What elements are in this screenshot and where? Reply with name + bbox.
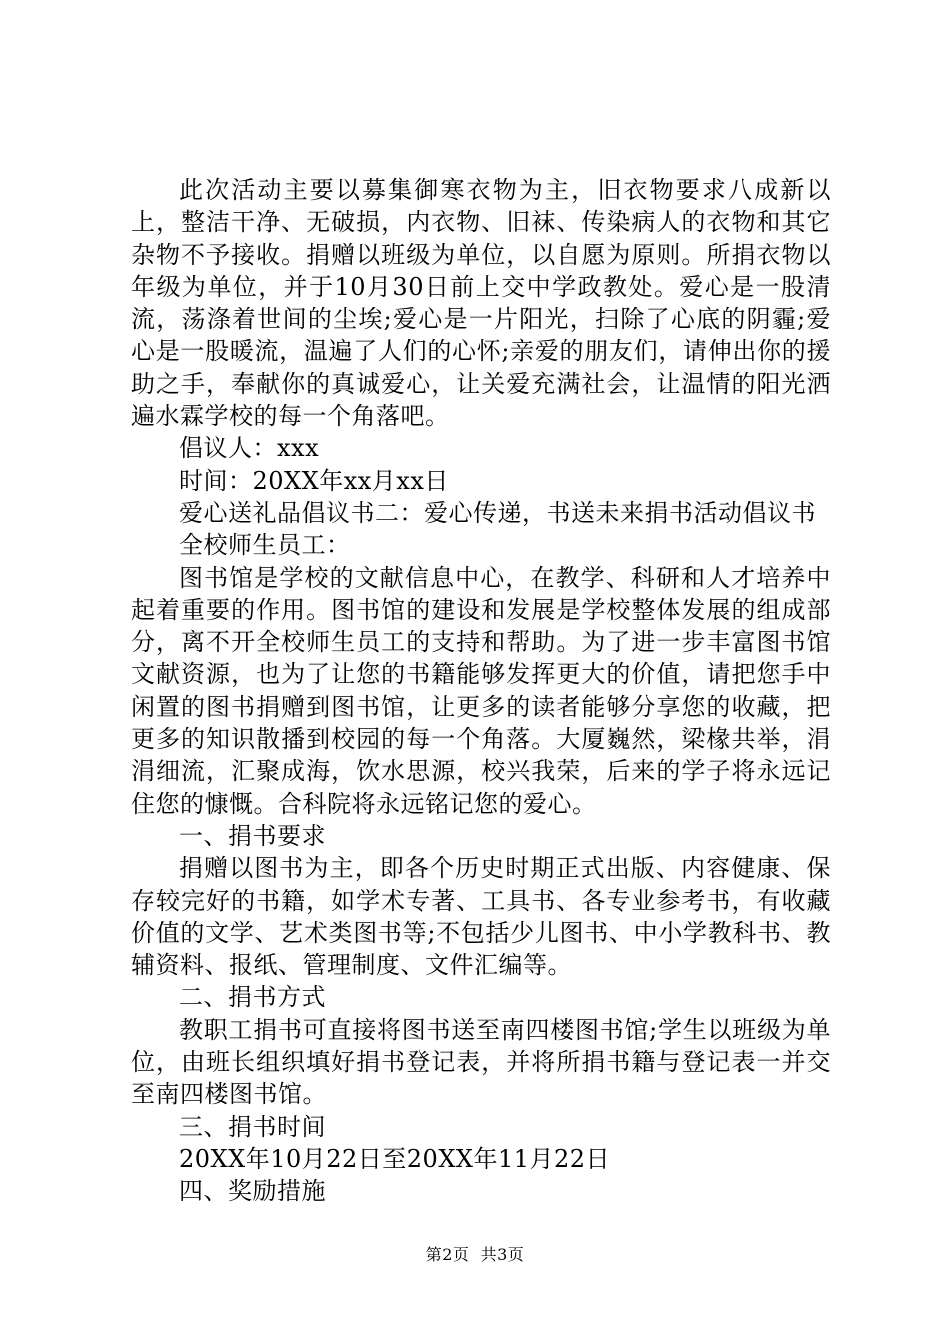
- document-body: [131, 174, 831, 1208]
- heading-rewards: 四、奖励措施: [179, 1177, 326, 1206]
- paragraph-method: 教职工捐书可直接将图书送至南四楼图书馆;学生以班级为单位，由班长组织填好捐书登记表，并将所捐书籍与登记表一并交至南四楼图书馆。: [131, 1015, 831, 1109]
- page-number: 第2页 共3页: [425, 1245, 525, 1264]
- paragraph-time: 20XX年10月22日至20XX年11月22日: [179, 1144, 611, 1173]
- heading-method: 二、捐书方式: [179, 983, 326, 1012]
- heading-requirements: 一、捐书要求: [179, 821, 326, 850]
- paragraph-requirements: 捐赠以图书为主，即各个历史时期正式出版、内容健康、保存较完好的书籍，如学术专著、工具书、各专业参考书，有收藏价值的文学、艺术类图书等;不包括少儿图书、中小学教科书、教辅资料、报纸、管理制度、文件汇编等。: [131, 854, 831, 980]
- paragraph-salutation: 全校师生员工：: [179, 531, 351, 560]
- heading-time: 三、捐书时间: [179, 1112, 326, 1141]
- page-footer: [0, 1245, 950, 1265]
- section-title-book-donation: 爱心送礼品倡议书二：爱心传递，书送未来捐书活动倡议书: [179, 498, 816, 527]
- paragraph-date: 时间：20XX年xx月xx日: [179, 466, 449, 495]
- paragraph-clothing-drive: 此次活动主要以募集御寒衣物为主，旧衣物要求八成新以上，整洁干净、无破损，内衣物、旧袜、传染病人的衣物和其它杂物不予接收。捐赠以班级为单位，以自愿为原则。所捐衣物以年级为单位，并于10月30日前上交中学政教处。爱心是一股清流，荡涤着世间的尘埃;爱心是一片阳光，扫除了心底的阴霾;爱心是一股暖流，温遍了人们的心怀;亲爱的朋友们，请伸出你的援助之手，奉献你的真诚爱心，让关爱充满社会，让温情的阳光洒遍水霖学校的每一个角落吧。: [131, 176, 831, 431]
- paragraph-library-intro: 图书馆是学校的文献信息中心，在教学、科研和人才培养中起着重要的作用。图书馆的建设和发展是学校整体发展的组成部分，离不开全校师生员工的支持和帮助。为了进一步丰富图书馆文献资源，也为了让您的书籍能够发挥更大的价值，请把您手中闲置的图书捐赠到图书馆，让更多的读者能够分享您的收藏，把更多的知识散播到校园的每一个角落。大厦巍然，梁椽共举，涓涓细流，汇聚成海，饮水思源，校兴我荣，后来的学子将永远记住您的慷慨。合科院将永远铭记您的爱心。: [131, 563, 831, 818]
- paragraph-initiator: 倡议人：xxx: [179, 434, 320, 463]
